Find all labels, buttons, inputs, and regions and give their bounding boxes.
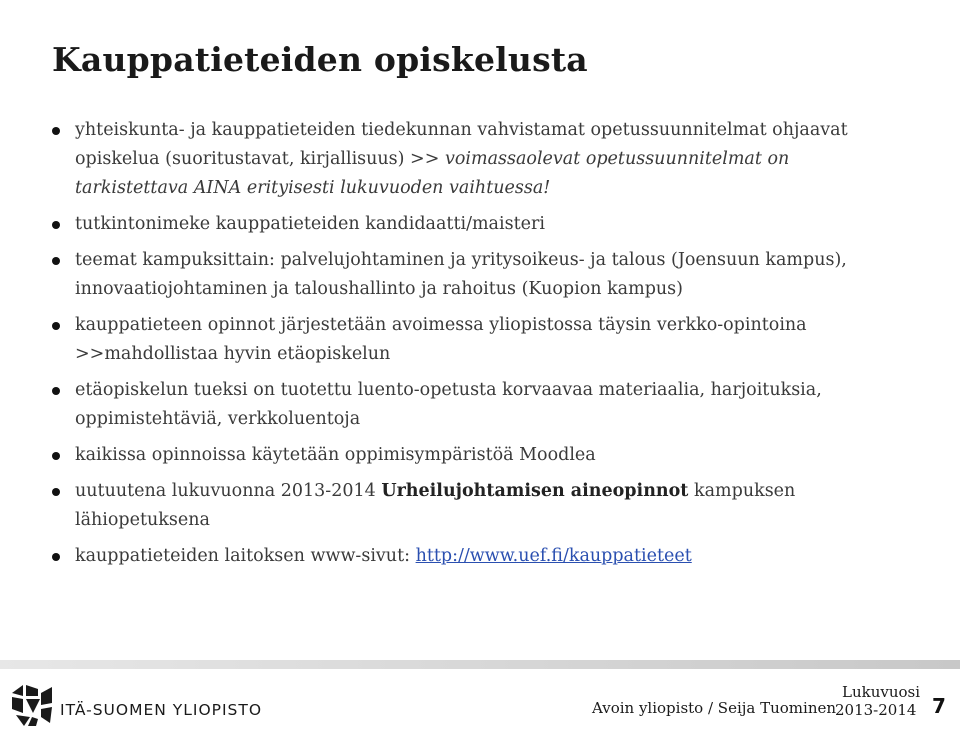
bullet-text: tutkintonimeke kauppatieteiden kandidaatti/maisteri bbox=[75, 214, 545, 234]
footer-year-label: Lukuvuosi bbox=[842, 683, 921, 701]
bullet-dot bbox=[52, 553, 60, 561]
department-website-link[interactable]: http://www.uef.fi/kauppatieteet bbox=[415, 546, 692, 566]
footer-author: Avoin yliopisto / Seija Tuominen bbox=[592, 699, 837, 717]
bullet-dot bbox=[52, 127, 60, 135]
footer-divider bbox=[0, 660, 960, 669]
bullet-item bbox=[48, 376, 848, 434]
bullet-text-bold: Urheilujohtamisen aineopinnot bbox=[381, 481, 689, 501]
bullet-item bbox=[48, 116, 848, 203]
footer-year: 2013-2014 bbox=[835, 701, 917, 719]
bullet-item bbox=[48, 441, 848, 470]
bullet-text: yhteiskunta- ja kauppatieteiden tiedekunnan vahvistamat opetussuunnitelmat ohjaavat opiskelua (suoritustavat, kirjallisuus) >> bbox=[75, 120, 848, 169]
bullet-item bbox=[48, 210, 848, 239]
slide-title: Kauppatieteiden opiskelusta bbox=[52, 40, 588, 79]
bullet-dot bbox=[52, 488, 60, 496]
bullet-text: kauppatieteiden laitoksen www-sivut: bbox=[75, 546, 410, 566]
university-logo-text: ITÄ-SUOMEN YLIOPISTO bbox=[60, 701, 263, 719]
bullet-dot bbox=[52, 257, 60, 265]
bullet-dot bbox=[52, 322, 60, 330]
bullet-text: uutuutena lukuvuonna 2013-2014 bbox=[75, 481, 376, 501]
bullet-text: kaikissa opinnoissa käytetään oppimisympäristöä Moodlea bbox=[75, 445, 596, 465]
bullet-text: teemat kampuksittain: palvelujohtaminen ja yritysoikeus- ja talous (Joensuun kampus), innovaatiojohtaminen ja taloushallinto ja rahoitus (Kuopion kampus) bbox=[75, 250, 847, 299]
bullet-text: kauppatieteen opinnot järjestetään avoimessa yliopistossa täysin verkko-opintoina >>mahdollistaa hyvin etäopiskelun bbox=[75, 315, 807, 364]
bullet-dot bbox=[52, 452, 60, 460]
bullet-text: etäopiskelun tueksi on tuotettu luento-opetusta korvaavaa materiaalia, harjoituksia, oppimistehtäviä, verkkoluentoja bbox=[75, 380, 822, 429]
page-number: 7 bbox=[932, 694, 946, 718]
bullet-text-italic: voimassaolevat opetussuunnitelmat on tarkistettava AINA erityisesti lukuvuoden vaihtuessa! bbox=[75, 149, 790, 198]
bullet-item bbox=[48, 477, 848, 535]
bullet-item bbox=[48, 311, 848, 369]
university-logo-icon bbox=[8, 683, 54, 727]
bullet-dot bbox=[52, 387, 60, 395]
bullet-dot bbox=[52, 221, 60, 229]
bullet-item bbox=[48, 246, 848, 304]
bullet-text: kampuksen lähiopetuksena bbox=[75, 481, 796, 530]
bullet-list bbox=[48, 116, 848, 578]
bullet-item bbox=[48, 542, 848, 571]
